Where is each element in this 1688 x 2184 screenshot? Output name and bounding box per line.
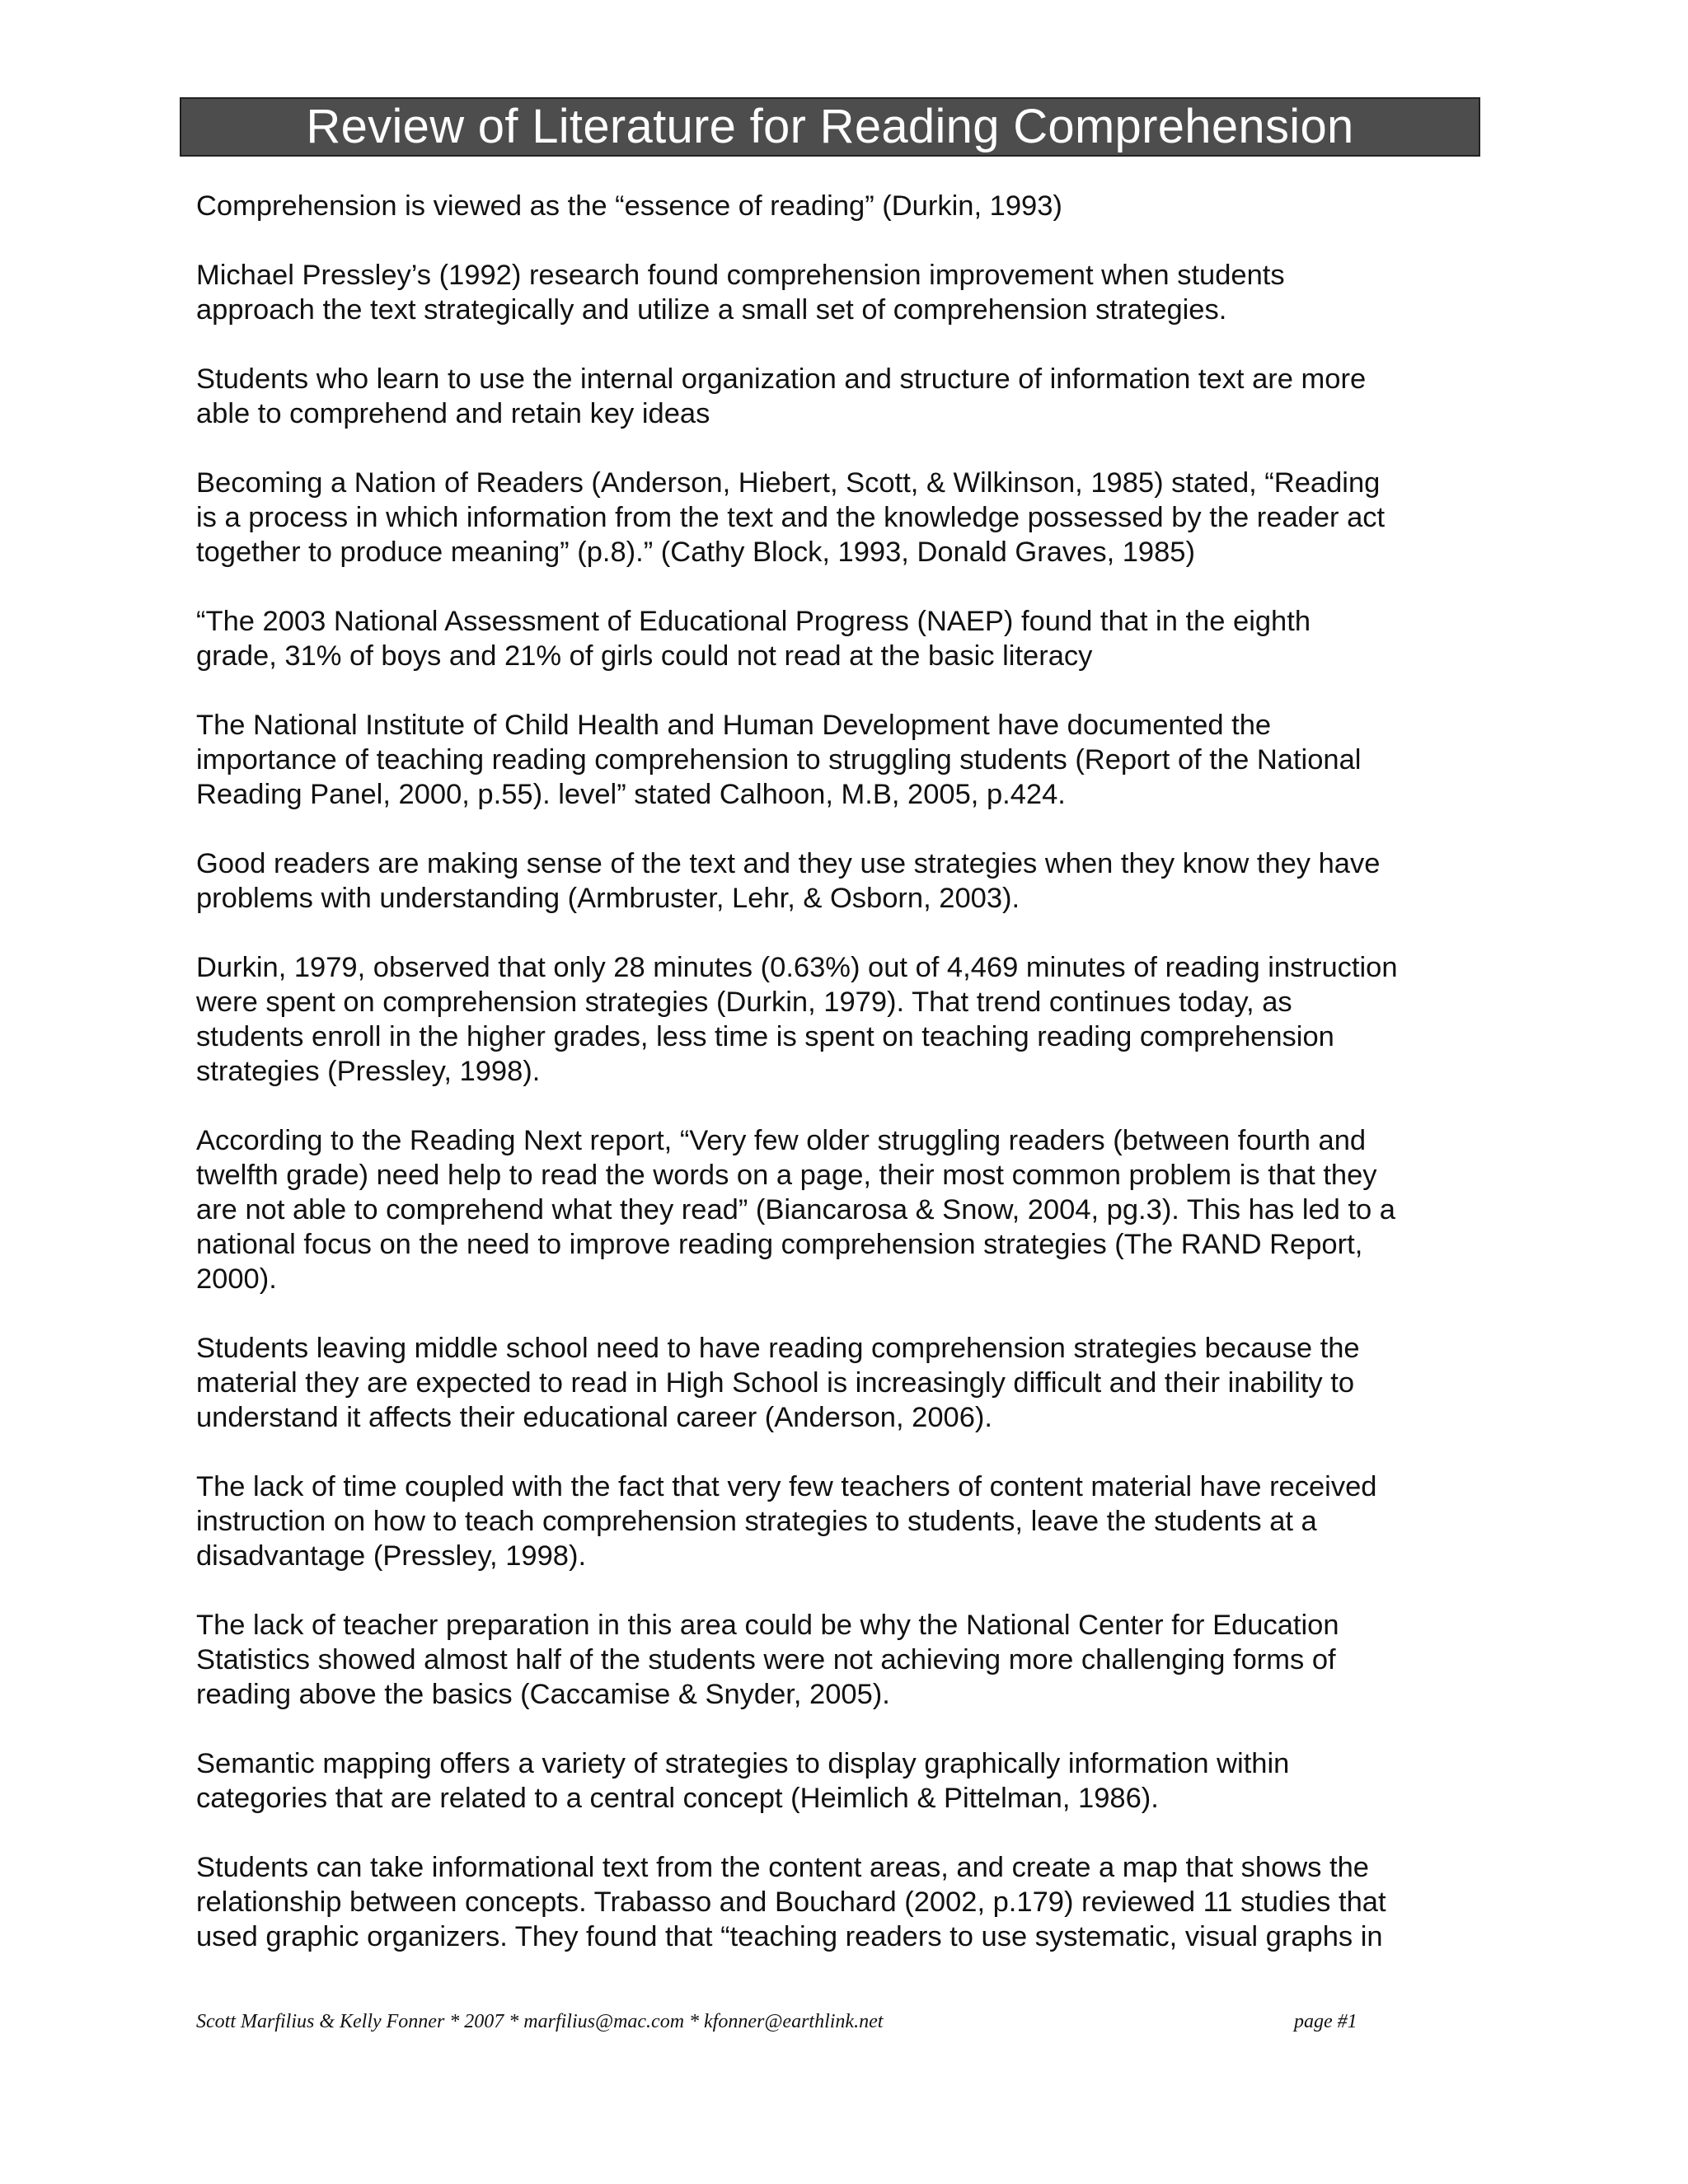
- title-banner: [180, 97, 1480, 157]
- paragraph: Students can take informational text from the content areas, and create a map that shows the relationship between concepts. Trabasso and Bouchard (2002, p.179) reviewed 11 studies that used graphic organizers. They found that “teaching readers to use systematic, visual graphs in: [196, 1852, 1386, 1952]
- paragraph: Durkin, 1979, observed that only 28 minutes (0.63%) out of 4,469 minutes of reading instruction were spent on comprehension strategies (Durkin, 1979). That trend continues today, as students enroll in the higher grades, less time is spent on teaching reading comprehension strategies (Pressley, 1998).: [196, 952, 1398, 1087]
- footer-credit: Scott Marfilius & Kelly Fonner * 2007 * marfilius@mac.com * kfonner@earthlink.net: [196, 2011, 884, 2032]
- page-number: page #1: [1294, 2011, 1357, 2032]
- document-body: [196, 189, 1482, 1989]
- paragraph: The lack of time coupled with the fact that very few teachers of content material have received instruction on how to teach comprehension strategies to students, leave the students at a disadvantage (Pressley, 1998).: [196, 1471, 1377, 1572]
- paragraph: Students who learn to use the internal organization and structure of information text are more able to comprehend and retain key ideas: [196, 363, 1367, 429]
- page-title: Review of Literature for Reading Comprehension: [306, 100, 1354, 153]
- paragraph: Students leaving middle school need to have reading comprehension strategies because the material they are expected to read in High School is increasingly difficult and their inability to understand it affects their educational career (Anderson, 2006).: [196, 1333, 1360, 1433]
- paragraph: Becoming a Nation of Readers (Anderson, Hiebert, Scott, & Wilkinson, 1985) stated, “Reading is a process in which information from the text and the knowledge possessed by the reader act together to produce meaning” (p.8).” (Cathy Block, 1993, Donald Graves, 1985): [196, 467, 1386, 568]
- paragraph: The lack of teacher preparation in this area could be why the National Center for Education Statistics showed almost half of the students were not achieving more challenging forms of reading above the basics (Caccamise & Snyder, 2005).: [196, 1610, 1339, 1710]
- paragraph: Comprehension is viewed as the “essence of reading” (Durkin, 1993): [196, 190, 1062, 222]
- paragraph: According to the Reading Next report, “Very few older struggling readers (between fourth and twelfth grade) need help to read the words on a page, their most common problem is that they are not able to comprehend what they read” (Biancarosa & Snow, 2004, pg.3). This has led to a national focus on the need to improve reading comprehension strategies (The RAND Report, 2000).: [196, 1125, 1395, 1295]
- paragraph: Good readers are making sense of the text and they use strategies when they know they have problems with understanding (Armbruster, Lehr, & Osborn, 2003).: [196, 848, 1381, 914]
- paragraph: Semantic mapping offers a variety of strategies to display graphically information within categories that are related to a central concept (Heimlich & Pittelman, 1986).: [196, 1748, 1290, 1814]
- paragraph: Michael Pressley’s (1992) research found comprehension improvement when students approach the text strategically and utilize a small set of comprehension strategies.: [196, 260, 1285, 326]
- paragraph: The National Institute of Child Health and Human Development have documented the importance of teaching reading comprehension to struggling students (Report of the National Reading Panel, 2000, p.55). level” stated Calhoon, M.B, 2005, p.424.: [196, 710, 1362, 810]
- paragraph: “The 2003 National Assessment of Educational Progress (NAEP) found that in the eighth grade, 31% of boys and 21% of girls could not read at the basic literacy: [196, 606, 1311, 672]
